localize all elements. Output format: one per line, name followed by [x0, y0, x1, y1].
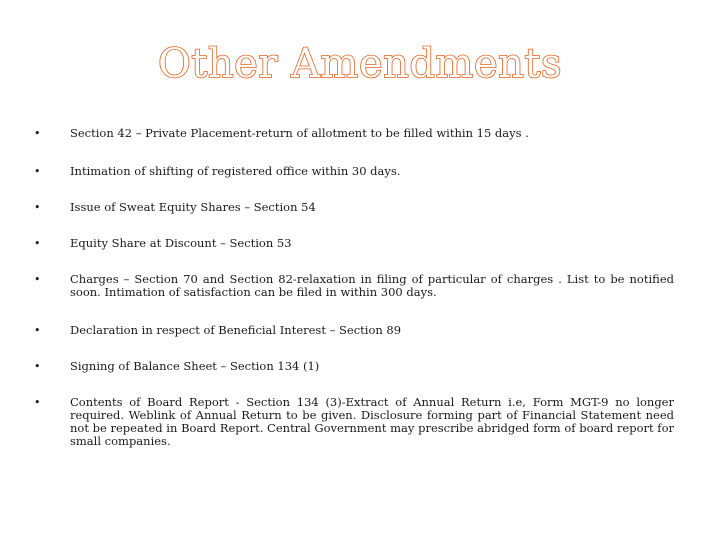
bullet-text: Intimation of shifting of registered office within 30 days. — [70, 164, 401, 178]
bullet-text: Contents of Board Report - Section 134 (3)-Extract of Annual Return i.e, Form MGT-9 no longer required. Weblink of Annual Return to be given. Disclosure forming part of Financial Statement need not be repeated in Board Report. Central Government may prescribe abridged form of board report for small companies. — [70, 395, 674, 448]
bullet-icon: • — [34, 273, 41, 286]
bullet-icon: • — [34, 324, 41, 337]
bullet-text: Section 42 – Private Placement-return of allotment to be filled within 15 days . — [70, 126, 529, 140]
bullet-text: Signing of Balance Sheet – Section 134 (1) — [70, 359, 320, 373]
bullet-icon: • — [34, 127, 41, 140]
bullet-item-beneficial-interest — [34, 324, 674, 337]
bullet-icon: • — [34, 165, 41, 178]
bullet-item-registered-office — [34, 165, 674, 178]
bullet-item-sweat-equity — [34, 201, 674, 214]
bullet-item-equity-discount — [34, 237, 674, 250]
bullet-text: Charges – Section 70 and Section 82-relaxation in filing of particular of charges . List to be notified soon. Intimation of satisfaction can be filed in within 300 days. — [70, 272, 674, 299]
bullet-text: Declaration in respect of Beneficial Interest – Section 89 — [70, 323, 402, 337]
bullet-icon: • — [34, 237, 41, 250]
bullet-item-charges — [34, 273, 674, 299]
bullet-item-private-placement — [34, 127, 674, 140]
bullet-text: Issue of Sweat Equity Shares – Section 54 — [70, 200, 316, 214]
bullet-icon: • — [34, 360, 41, 373]
bullet-text: Equity Share at Discount – Section 53 — [70, 236, 292, 250]
slide-title: Other Amendments — [158, 41, 562, 87]
bullet-icon: • — [34, 201, 41, 214]
bullet-item-balance-sheet — [34, 360, 674, 373]
bullet-icon: • — [34, 396, 41, 409]
bullet-item-board-report — [34, 396, 674, 448]
